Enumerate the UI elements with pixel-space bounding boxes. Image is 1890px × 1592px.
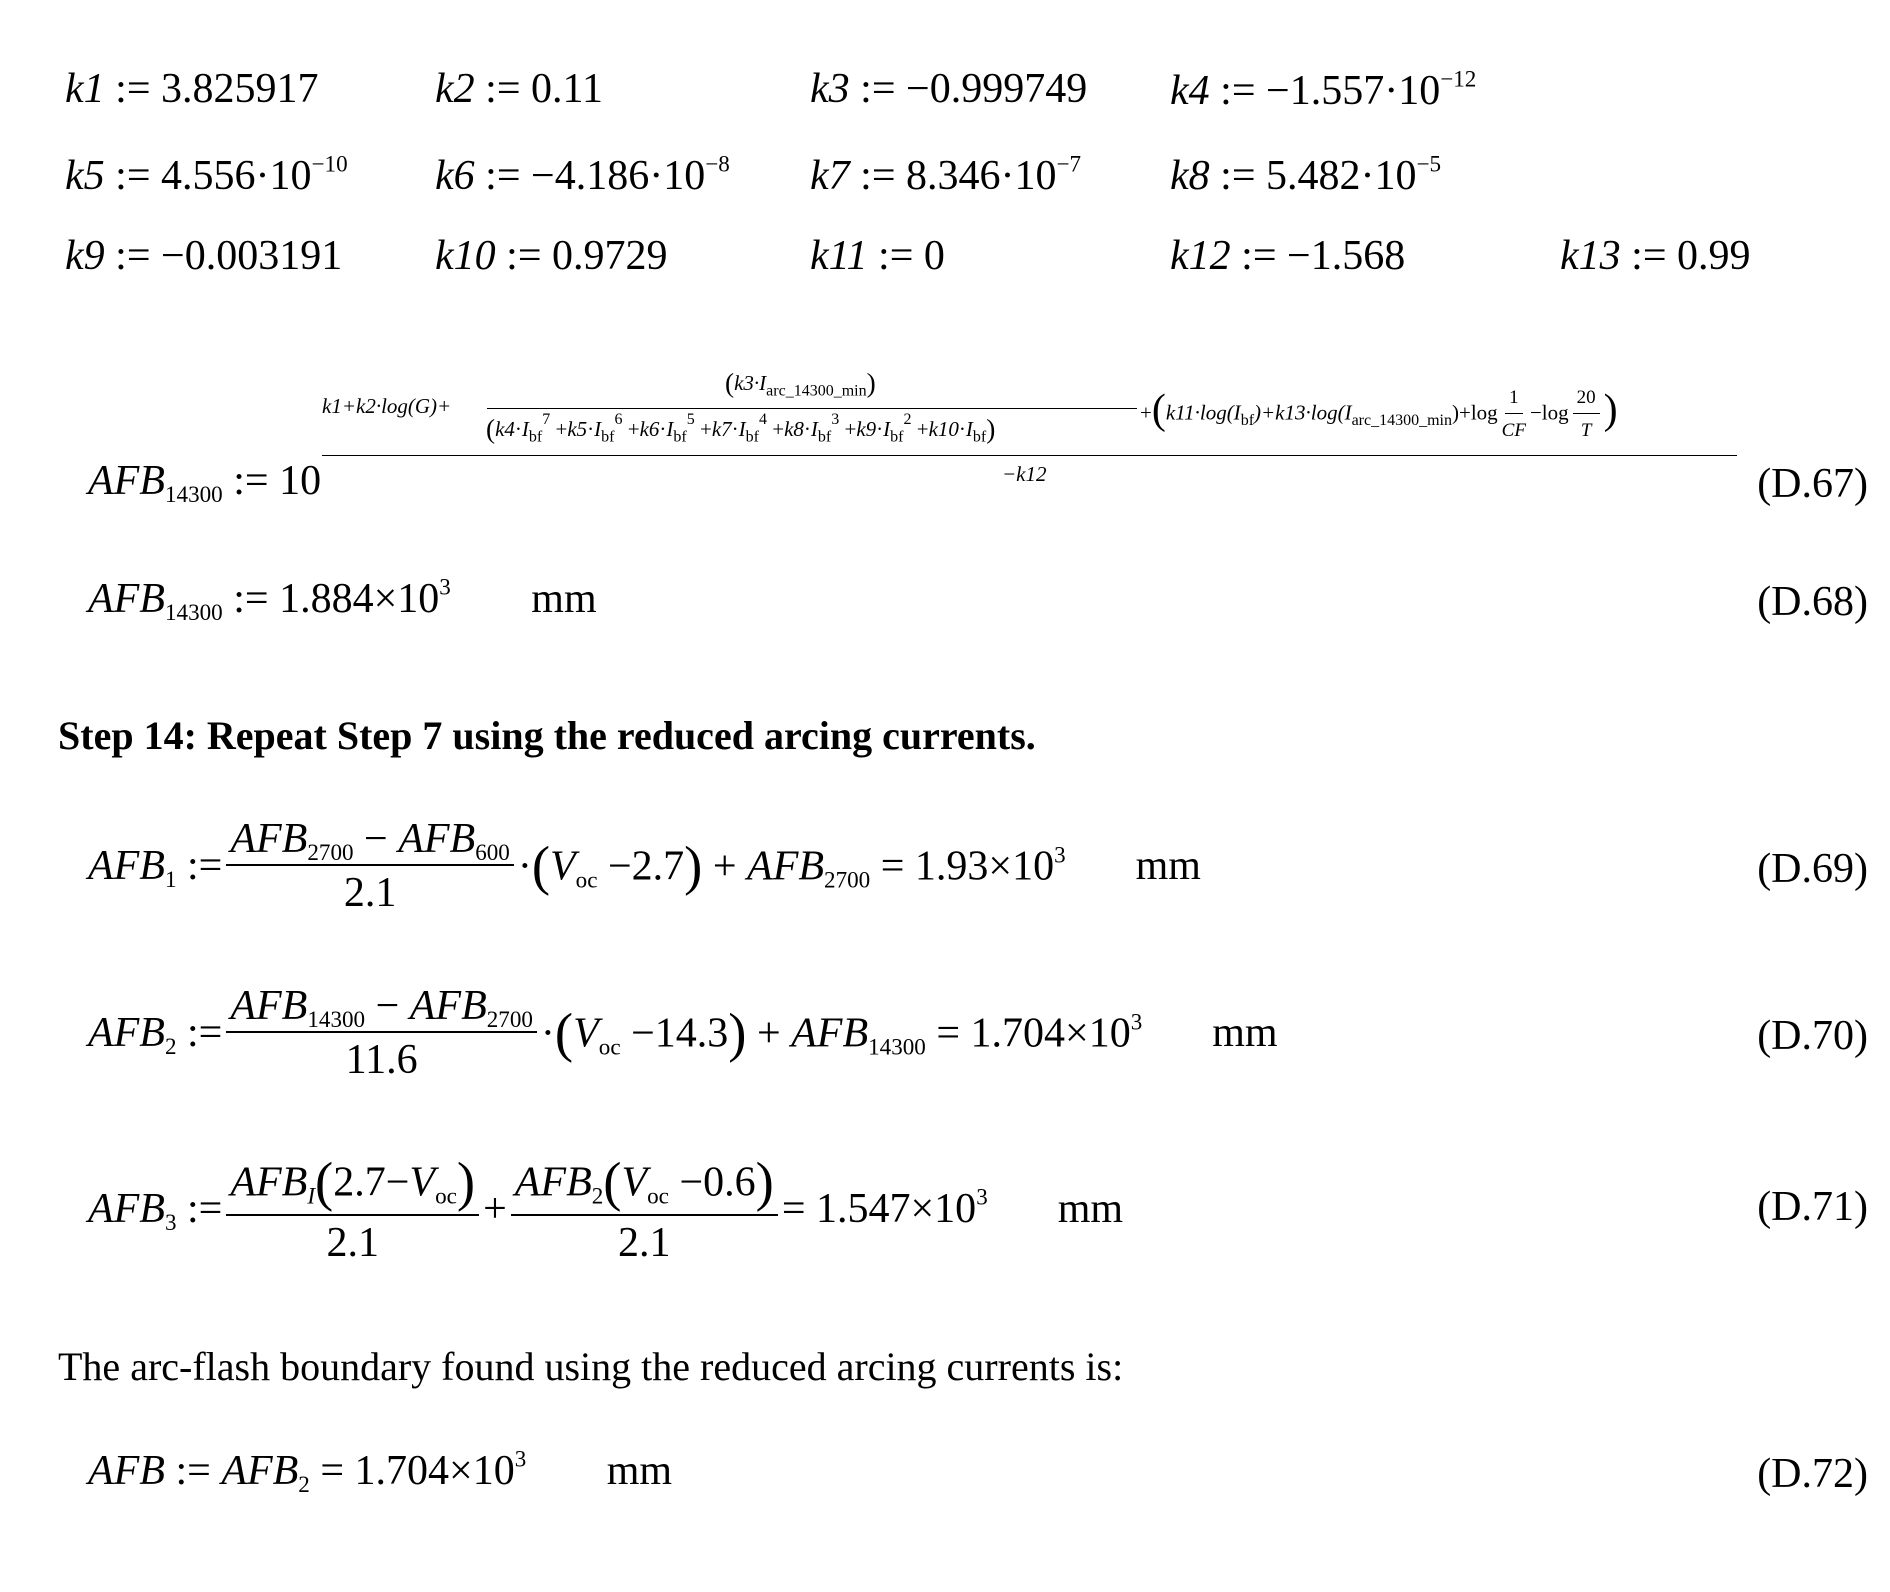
assign-op: := [485,153,521,199]
d72-result: 1.704×10 [354,1448,515,1494]
equation-number-d72: (D.72) [1757,1451,1868,1497]
exponent: 3 [514,1445,527,1472]
d70-numerator [226,985,537,1033]
constant-k3 [810,68,1087,110]
afb-symbol: AFB [514,1159,592,1206]
afb-symbol: AFB [230,983,308,1029]
subscript: oc [575,866,598,893]
assign-op: := [187,1010,223,1056]
subscript: bf [601,428,615,446]
power: 5 [686,410,695,428]
constant-value: 3.825917 [161,66,319,112]
constant-mantissa: −1.557 [1266,68,1385,114]
ibf: I [810,416,818,441]
subscript: bf [528,428,543,446]
afb-symbol: AFB [88,458,165,504]
constant-name: k9 [65,233,105,279]
paren: ( [603,1151,622,1212]
paren: ( [554,1001,574,1063]
constant-name: k10 [435,233,496,279]
afb-symbol: AFB [398,816,476,862]
t-den: T [1580,420,1592,442]
constant-exponent: −8 [705,150,730,177]
constant-name: k6 [435,153,475,199]
subscript: 2 [298,1471,310,1498]
ibf: I [965,416,973,441]
constant-k5: k5 := $4.556\cdot 10^{-10}$ [65,150,348,199]
ibf: I [738,416,746,441]
subscript: 2 [591,1182,604,1209]
afb-symbol: AFB [221,1448,299,1494]
exp-right-text-b: )+k13·log(I [1254,400,1352,425]
minus: − [375,983,400,1029]
constant-name: k11 [810,233,868,279]
d69-result: 1.93×10 [914,843,1055,890]
power: 3 [831,410,840,428]
constant-name: k13 [1560,233,1621,279]
voltage-symbol: V [573,1010,599,1057]
assign-op: := [1220,153,1256,199]
paren: ( [725,368,735,398]
paren: ( [1151,387,1166,433]
constant-name: k5 [65,153,105,199]
constant-mantissa: 5.482 [1266,153,1361,199]
d71-fraction-1 [226,1151,479,1266]
assign-op: := [187,1186,223,1233]
unit-label: mm [531,576,597,622]
d71-result: 1.547×10 [816,1186,977,1233]
paren: ) [1603,387,1618,433]
conclusion-paragraph: The arc-flash boundary found using the reduced arcing currents is: [58,1344,1124,1389]
cf-fraction [1502,387,1526,442]
d67-inner-numerator [725,368,876,399]
equation-number-d69: (D.69) [1757,846,1868,892]
d71-denominator-1: 2.1 [326,1219,379,1266]
constant-value: −0.003191 [161,233,343,279]
subscript: arc_14300_min [1351,412,1452,430]
d67-lhs [88,458,322,508]
paren-text: 2.7− [333,1159,410,1206]
ten: 10 [1014,153,1057,199]
poly-term: k10 [928,416,959,441]
d67-exp-fraction-bar [322,455,1737,456]
factor-rest: −2.7 [607,843,685,890]
constant-k9 [65,235,342,277]
assign-op: := [485,66,521,112]
exponent: 3 [1054,841,1066,868]
subscript: arc_14300_min [766,382,867,400]
d67-inner-fraction-bar [487,408,1137,409]
ibf: I [883,416,891,441]
constant-value: 0.9729 [552,233,668,279]
subscript: 14300 [307,1006,366,1033]
factor-rest: −14.3 [631,1010,729,1057]
unit-label: mm [606,1448,673,1494]
assign-op: := [860,153,896,199]
d70-result: 1.704×10 [970,1010,1131,1057]
ibf: I [666,416,674,441]
assign-op: := [175,1448,211,1494]
poly-term: k7 [711,416,732,441]
poly-term: k5 [567,416,588,441]
constant-exponent: −12 [1440,65,1477,92]
constant-value: 0.11 [531,66,603,112]
constant-k13 [1560,235,1751,277]
constant-name: k1 [65,66,105,112]
power: 6 [614,410,623,428]
step-heading: Step 14: Repeat Step 7 using the reduced arcing currents. [58,713,1036,758]
constant-exponent: −10 [311,150,348,177]
subscript: bf [745,428,759,446]
subscript: 2700 [486,1006,533,1033]
inner-num-text: k3·I [734,370,767,395]
constant-k1 [65,68,319,110]
constant-k2 [435,68,603,110]
paren: ) [456,1151,476,1212]
constant-k4: k4 := $-1.557\cdot 10^{-12}$ [1170,65,1477,114]
subscript: bf [972,428,987,446]
d72-expression: AFB := $AFB_2 = 1.704\times 10^3$ mm [88,1445,673,1498]
constant-name: k7 [810,153,850,199]
afb-symbol: AFB [88,1186,165,1233]
cf-num: 1 [1505,387,1523,414]
subscript: oc [435,1182,457,1209]
exponent: 3 [439,573,451,600]
assign-op: := [187,843,223,889]
assign-op: := [233,576,269,622]
subscript: 600 [475,839,510,866]
poly-term: k6 [639,416,660,441]
paren: ) [755,1151,774,1212]
constant-name: k8 [1170,153,1210,199]
subscript: 14300 [868,1033,926,1060]
voltage-symbol: V [550,843,576,890]
constant-value: 0.99 [1677,233,1751,279]
subscript: 14300 [164,481,223,508]
afb-symbol: AFB [747,843,825,890]
ibf: I [521,416,529,441]
d70-expression: $AFB_2$ := $\frac{AFB_{14300} - AFB_{2700}}{11.6}$ $\cdot(V_{oc} -14.3) + AFB_{14300} = 1.704\times 10^3$ mm [88,983,1278,1083]
ten: 10 [269,153,312,199]
constant-mantissa: 4.556 [161,153,256,199]
d71-fraction-2 [511,1151,778,1266]
subscript: 1 [164,866,177,893]
afb-symbol: AFB [88,1448,165,1494]
equation-number-d70: (D.70) [1757,1013,1868,1059]
afb-symbol: AFB [791,1010,869,1057]
unit-label: mm [1212,1010,1278,1056]
constant-k11 [810,235,945,277]
exp-right-text-c: )+log [1452,400,1498,425]
assign-op: := [115,153,151,199]
ten: 10 [1374,153,1417,199]
constant-name: k4 [1170,68,1210,114]
paren: ( [315,1151,334,1212]
assign-op: := [860,66,896,112]
constant-name: k3 [810,66,850,112]
afb-symbol: AFB [88,576,165,622]
constant-k6: k6 := $-4.186\cdot 10^{-8}$ [435,150,730,199]
constant-exponent: −7 [1056,150,1082,177]
equation-number-d68: (D.68) [1757,579,1868,625]
minus-log: −log [1529,400,1569,425]
d70-denominator: 11.6 [345,1037,418,1083]
paren: ) [728,1001,747,1063]
d69-denominator: 2.1 [343,870,397,916]
d69-fraction [226,818,513,914]
constant-value: 0 [923,233,945,279]
assign-op: := [1241,233,1277,279]
subscript: 14300 [164,599,223,626]
paren: ) [866,368,876,398]
cf-den: CF [1501,420,1526,442]
assign-op: := [506,233,542,279]
subscript: 2700 [307,839,354,866]
assign-op: := [115,233,151,279]
constant-value: −0.999749 [906,66,1088,112]
constant-mantissa: 8.346 [906,153,1001,199]
ten: 10 [663,153,706,199]
constant-k10 [435,235,668,277]
assign-op: := [233,458,269,504]
d71-numerator-1 [226,1151,479,1216]
afb-symbol: AFB [88,843,165,889]
ten: 10 [1398,68,1441,114]
voltage-symbol: V [409,1159,436,1206]
assign-op: := [1631,233,1667,279]
constant-name: k12 [1170,233,1231,279]
plus: + [483,1186,507,1233]
poly-term: k9 [856,416,877,441]
subscript: bf [890,428,904,446]
power: 4 [759,410,767,428]
exponent: 3 [1130,1008,1143,1035]
t-num: 20 [1573,387,1600,414]
paren: ( [486,414,496,444]
assign-op: := [1220,68,1256,114]
d71-denominator-2: 2.1 [618,1219,671,1266]
constant-mantissa: −4.186 [531,153,650,199]
poly-term: k8 [784,416,804,441]
paren-text: −0.6 [679,1159,756,1206]
subscript: 2 [164,1033,177,1060]
base-ten: 10 [279,458,322,504]
minus: − [364,816,388,862]
d67-exp-right: $+(k11\cdot\log(I_{bf})+k13\cdot\log(I_{arc\_14300\_min})+\log$ $\frac{1}{CF}$ −log $\frac{20}{T}$ ) [1140,387,1618,442]
subscript: oc [647,1182,669,1209]
subscript: bf [817,428,832,446]
exp-left-text: k1+k2·log(G)+ [322,394,452,418]
equation-number-d67: (D.67) [1757,461,1868,507]
paren: ) [684,834,703,896]
subscript: I [307,1182,316,1209]
subscript: bf [1240,412,1255,430]
d68-value: 1.884×10 [279,576,440,622]
equation-number-d71: (D.71) [1757,1184,1868,1230]
d67-inner-denominator: $(k4\cdot I_{bf}^7 +k5\cdot I_{bf}^6 +k6\cdot I_{bf}^5 +k7\cdot I_{bf}^4 +k8\cdot I_{bf}^3 +k9\cdot I_{bf}^2 +k10\cdot I_{bf})$ [486,410,996,446]
subscript: bf [673,428,687,446]
afb-symbol: AFB [88,1010,165,1056]
d70-fraction [226,985,537,1081]
assign-op: := [878,233,914,279]
exp-right-text: k11·log(I [1165,400,1241,425]
poly-term: k4 [495,416,515,441]
constant-value: −1.568 [1287,233,1406,279]
afb-symbol: AFB [230,816,308,862]
afb-symbol: AFB [409,983,487,1029]
d71-expression: $AFB_3$ := $\frac{AFB_I(2.7-V_{oc})}{2.1}$ + $\frac{AFB_2(V_{oc} -0.6)}{2.1}$ = $1.547\times 10^3$ mm [88,1151,1124,1266]
paren: ) [986,414,996,444]
constant-exponent: −5 [1416,150,1442,177]
constant-name: k2 [435,66,475,112]
subscript: 3 [164,1209,177,1236]
power: 2 [903,410,912,428]
afb-symbol: AFB [230,1159,308,1206]
power: 7 [542,410,551,428]
t-fraction [1573,387,1600,442]
assign-op: := [115,66,151,112]
constant-k12 [1170,235,1405,277]
constant-k8: k8 := $5.482\cdot 10^{-5}$ [1170,150,1442,199]
d68-expression [88,573,597,626]
subscript: oc [598,1033,621,1060]
d67-exp-denominator: −k12 [1002,462,1047,486]
exponent: 3 [976,1183,988,1210]
paren: ( [531,834,551,896]
unit-label: mm [1135,843,1201,889]
constant-k7: k7 := $8.346\cdot 10^{-7}$ [810,150,1082,199]
ibf: I [594,416,602,441]
voltage-symbol: V [621,1159,648,1206]
subscript: 2700 [824,866,871,893]
unit-label: mm [1057,1186,1124,1233]
d71-numerator-2 [511,1151,778,1216]
d69-expression: $AFB_1$ := $\frac{AFB_{2700} - AFB_{600}}{2.1}$ $\cdot(V_{oc} -2.7) + AFB_{2700} = 1.93\times 10^3$ mm [88,816,1201,916]
d67-exp-left [322,394,451,419]
d69-numerator [226,818,513,866]
